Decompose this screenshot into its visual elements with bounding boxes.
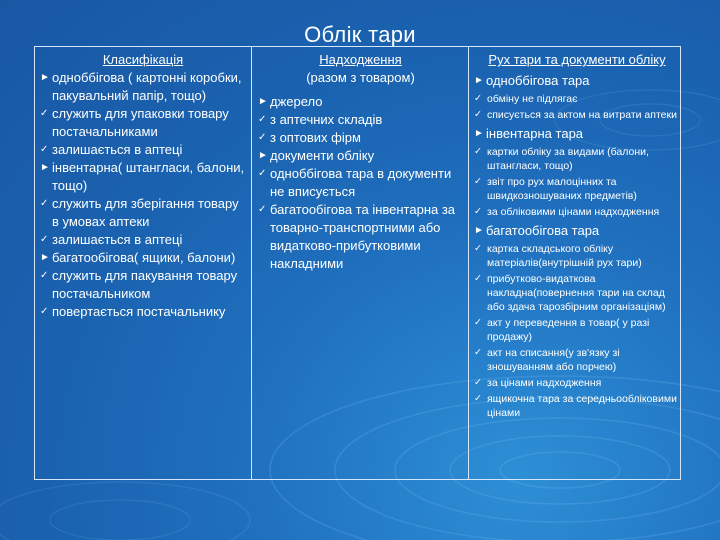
checkmark-icon: ✓ <box>40 198 49 209</box>
item-text: картка складського обліку матеріалів(внутрішній рух тари) <box>487 243 642 269</box>
item-text: за цінами надходження <box>487 377 602 389</box>
item-text: з оптових фірм <box>270 130 361 145</box>
list-item <box>474 175 680 203</box>
checkmark-icon: ✓ <box>474 146 482 157</box>
item-text: багатообігова( ящики, балони) <box>52 250 236 265</box>
list-item <box>40 105 246 141</box>
column-divider <box>468 46 469 480</box>
list-item <box>474 316 680 344</box>
checkmark-icon: ✓ <box>258 132 267 143</box>
item-text: прибутково-видаткова накладна(повернення тари на склад або здача тарозбірним організаціям) <box>487 273 666 313</box>
checkmark-icon: ✓ <box>474 243 482 254</box>
item-text: акт у переведення в товар( у разі продажу) <box>487 317 650 343</box>
checkmark-icon: ✓ <box>474 377 482 388</box>
item-list <box>474 72 680 420</box>
item-text: джерело <box>270 94 323 109</box>
checkmark-icon: ✓ <box>258 114 267 125</box>
arrow-bullet-icon: ► <box>40 162 50 173</box>
section-item <box>40 159 246 195</box>
item-text: служить для пакування товару постачальником <box>52 268 238 301</box>
item-text: повертається постачальнику <box>52 304 226 319</box>
column-divider <box>251 46 252 480</box>
column-header: Класифікація <box>102 52 184 67</box>
item-text: служить для зберігання товару в умовах аптеки <box>52 196 239 229</box>
checkmark-icon: ✓ <box>474 206 482 217</box>
checkmark-icon: ✓ <box>40 144 49 155</box>
arrow-bullet-icon: ► <box>40 252 50 263</box>
list-item <box>40 141 246 159</box>
list-item <box>40 231 246 249</box>
list-item <box>258 165 463 201</box>
item-text: за обліковими цінами надходження <box>487 206 660 218</box>
column-header: Надходження <box>319 52 402 67</box>
arrow-bullet-icon: ► <box>40 72 50 83</box>
item-text: акт на списання(у зв'язку зі зношуванням або порчею) <box>487 347 620 373</box>
slide-title: Облік тари <box>304 22 416 47</box>
section-item <box>40 249 246 267</box>
item-text: списується за актом на витрати аптеки <box>487 109 677 121</box>
item-text: ящикочна тара за середньообліковими цінами <box>487 393 677 419</box>
checkmark-icon: ✓ <box>40 270 49 281</box>
checkmark-icon: ✓ <box>474 93 482 104</box>
list-item <box>258 201 463 273</box>
item-list <box>258 93 463 273</box>
section-item <box>258 93 463 111</box>
column-movement-documents <box>474 51 680 422</box>
section-item <box>474 222 680 240</box>
item-text: залишається в аптеці <box>52 142 183 157</box>
item-text: інвентарна( штангласи, балони, тощо) <box>52 160 245 193</box>
item-text: одноббігова тара в документи не вписується <box>270 166 452 199</box>
item-text: картки обліку за видами (балони, штангласи, тощо) <box>487 146 649 172</box>
item-text: інвентарна тара <box>486 126 584 141</box>
section-item <box>474 125 680 143</box>
arrow-bullet-icon: ► <box>474 128 484 139</box>
checkmark-icon: ✓ <box>40 234 49 245</box>
list-item <box>40 267 246 303</box>
item-list <box>40 69 246 321</box>
list-item <box>474 392 680 420</box>
item-text: звіт про рух малоцінних та швидкозношуваних предметів) <box>487 176 637 202</box>
checkmark-icon: ✓ <box>258 204 267 215</box>
list-item <box>474 145 680 173</box>
item-text: одноббігова тара <box>486 73 590 88</box>
checkmark-icon: ✓ <box>474 273 482 284</box>
item-text: багатообігова тара <box>486 223 600 238</box>
arrow-bullet-icon: ► <box>258 96 268 107</box>
checkmark-icon: ✓ <box>474 109 482 120</box>
list-item <box>474 272 680 314</box>
column-classification <box>40 51 246 321</box>
item-text: служить для упаковки товару постачальниками <box>52 106 229 139</box>
item-text: залишається в аптеці <box>52 232 183 247</box>
checkmark-icon: ✓ <box>474 176 482 187</box>
list-item <box>474 242 680 270</box>
checkmark-icon: ✓ <box>258 168 267 179</box>
column-header: Рух тари та документи обліку <box>488 52 666 67</box>
list-item <box>40 303 246 321</box>
checkmark-icon: ✓ <box>40 306 49 317</box>
checkmark-icon: ✓ <box>474 317 482 328</box>
item-text: з аптечних складів <box>270 112 383 127</box>
item-text: обміну не підлягає <box>487 93 578 105</box>
section-item <box>40 69 246 105</box>
list-item <box>258 111 463 129</box>
checkmark-icon: ✓ <box>474 347 482 358</box>
item-text: документи обліку <box>270 148 375 163</box>
checkmark-icon: ✓ <box>40 108 49 119</box>
list-item <box>474 205 680 219</box>
list-item <box>474 92 680 106</box>
arrow-bullet-icon: ► <box>474 225 484 236</box>
section-item <box>474 72 680 90</box>
column-subheader: (разом з товаром) <box>306 70 415 85</box>
list-item <box>40 195 246 231</box>
column-receipt <box>258 51 463 273</box>
list-item <box>474 376 680 390</box>
arrow-bullet-icon: ► <box>474 75 484 86</box>
arrow-bullet-icon: ► <box>258 150 268 161</box>
item-text: одноббігова ( картонні коробки, пакувальний папір, тощо) <box>52 70 242 103</box>
list-item <box>258 129 463 147</box>
item-text: багатообігова та інвентарна за товарно-транспортними або видатково-прибутковими накладними <box>270 202 456 271</box>
list-item <box>474 346 680 374</box>
list-item <box>474 108 680 122</box>
checkmark-icon: ✓ <box>474 393 482 404</box>
section-item <box>258 147 463 165</box>
